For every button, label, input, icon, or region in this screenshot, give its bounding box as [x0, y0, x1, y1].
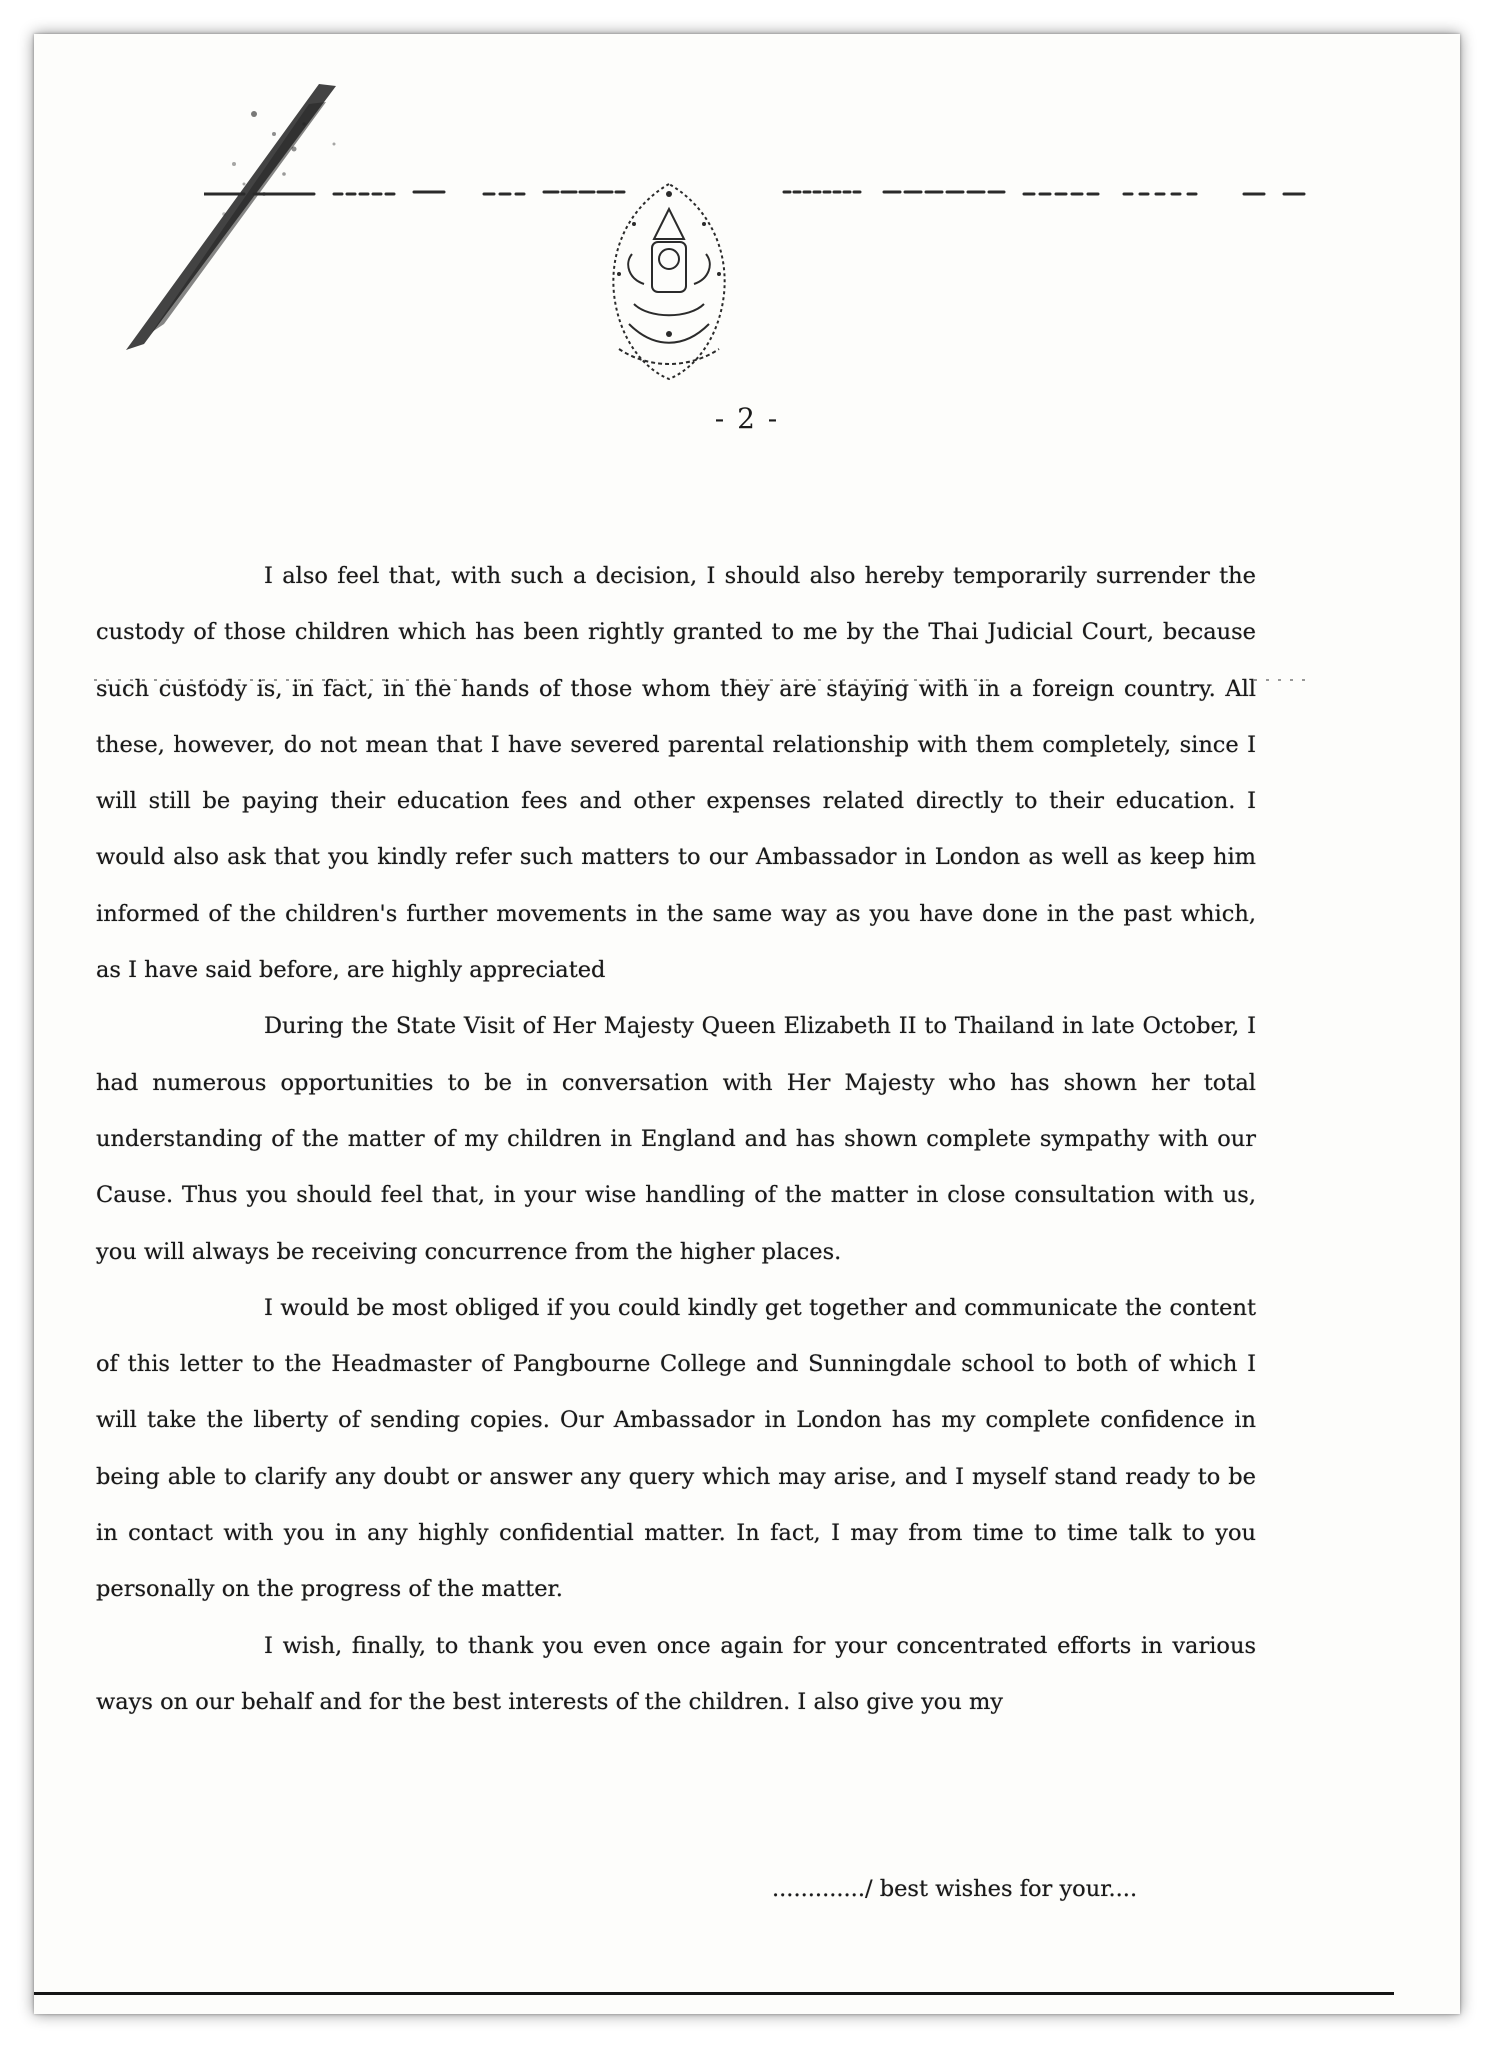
diagonal-scan-mark — [104, 74, 364, 364]
royal-crest-emblem — [574, 164, 764, 394]
letter-page — [34, 34, 1460, 2014]
closing-continuation: ............./ best wishes for your.... — [772, 1876, 1138, 1902]
page-number: - 2 - — [714, 402, 780, 435]
paragraph: During the State Visit of Her Majesty Queen Elizabeth II to Thailand in late October, I had numerous opportunities to be in conversation with Her Majesty who has shown her total understanding of the matter of my children in England and has shown complete sympathy with our Cause. Thus you should feel that, in your wise handling of the matter in close consultation with us, you will always be receiving concurrence from the higher places. — [96, 1013, 1256, 1265]
scan-noise-line — [94, 674, 1314, 686]
paragraph: I would be most obliged if you could kindly get together and communicate the content of this letter to the Headmaster of Pangbourne College and Sunningdale school to both of which I will take the liberty of sending copies. Our Ambassador in London has my complete confidence in being able to clarify any doubt or answer any query which may arise, and I myself stand ready to be in contact with you in any highly confidential matter. In fact, I may from time to time talk to you personally on the progress of the matter. — [96, 1294, 1256, 1603]
page-bottom-rule — [34, 1992, 1394, 1995]
paragraph: I wish, finally, to thank you even once again for your concentrated efforts in various ways on our behalf and for the best interests of the children. I also give you my — [96, 1632, 1256, 1715]
letterhead-dotted-rule — [204, 184, 1344, 204]
paragraph: I also feel that, with such a decision, I should also hereby temporarily surrender the custody of those children which has been rightly granted to me by the Thai Judicial Court, because such custody is, in fact, in the hands of those whom they are staying with in a foreign country. All these, however, do not mean that I have severed parental relationship with them completely, since I will still be paying their education fees and other expenses related directly to their education. I would also ask that you kindly refer such matters to our Ambassador in London as well as keep him informed of the children's further movements in the same way as you have done in the past which, as I have said before, are highly appreciated — [96, 563, 1256, 984]
letter-body — [96, 548, 1256, 1730]
